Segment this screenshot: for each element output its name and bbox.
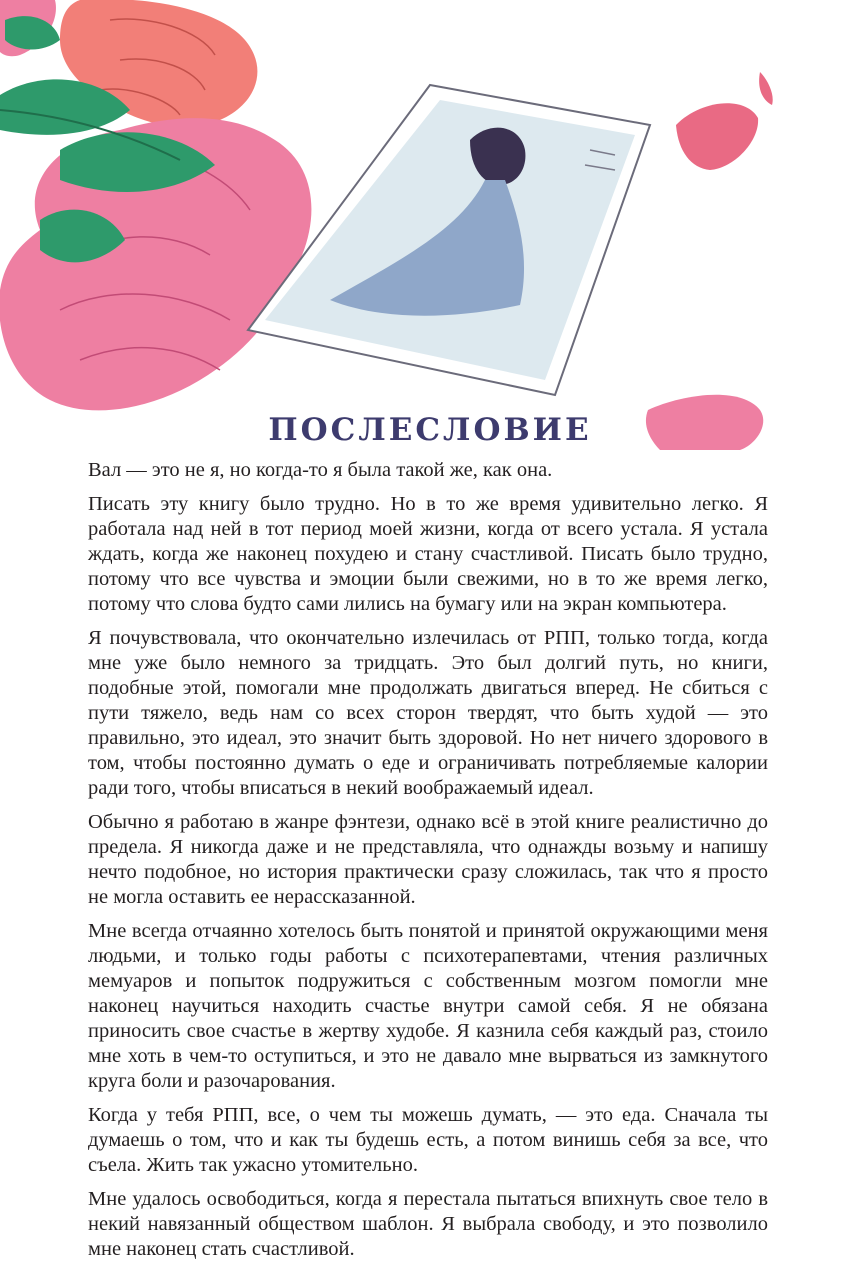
- body-text: [88, 458, 768, 1271]
- petal-icon: [676, 103, 758, 170]
- petal-icon: [759, 72, 773, 105]
- chapter-title: ПОСЛЕСЛОВИЕ: [268, 412, 592, 448]
- paragraph: Обычно я работаю в жанре фэнтези, однако всё в этой книге реалистично до предела. Я никогда даже и не представляла, что однажды возьму и напишу нечто подобное, но история практически сразу сложилась, так что я просто не могла оставить ее нерассказанной.: [88, 811, 768, 908]
- header-illustration: [0, 0, 860, 450]
- paragraph: Вал — это не я, но когда-то я была такой же, как она.: [88, 459, 553, 481]
- photo-card-illustration: [248, 85, 650, 395]
- paragraph: Писать эту книгу было трудно. Но в то же время удивительно легко. Я работала над ней в тот период моей жизни, когда от всего устала. Я устала ждать, когда же наконец похудею и стану счастливой. Писать было трудно, потому что все чувства и эмоции были свежими, но в то же время легко, потому что слова будто сами лились на бумагу или на экран компьютера.: [88, 493, 768, 615]
- paragraph: Мне всегда отчаянно хотелось быть понятой и принятой окружающими меня людьми, и только годы работы с психотерапевтами, чтения различных мемуаров и попыток подружиться с собственным мозгом помогли мне наконец научиться находить счастье внутри самой себя. Я не обязана приносить свое счастье в жертву худобе. Я казнила себя каждый раз, стоило мне хоть в чем-то оступиться, и это не давало мне вырваться из замкнутого круга боли и разочарования.: [88, 920, 768, 1092]
- paragraph: Когда у тебя РПП, все, о чем ты можешь думать, — это еда. Сначала ты думаешь о том, что и как ты будешь есть, а потом винишь себя за все, что съела. Жить так ужасно утомительно.: [88, 1104, 768, 1176]
- paragraph: Мне удалось освободиться, когда я перестала пытаться впихнуть свое тело в некий навязанный обществом шаблон. Я выбрала свободу, и это позволило мне наконец стать счастливой.: [88, 1188, 768, 1260]
- paragraph: Я почувствовала, что окончательно излечилась от РПП, только тогда, когда мне уже было немного за тридцать. Это был долгий путь, но книги, подобные этой, помогали мне продолжать двигаться вперед. Не сбиться с пути тяжело, ведь нам со всех сторон твердят, что быть худой — это правильно, это идеал, это значит быть здоровой. Но нет ничего здорового в том, чтобы постоянно думать о еде и ограничивать потребляемые калории ради того, чтобы вписаться в некий воображаемый идеал.: [88, 627, 768, 799]
